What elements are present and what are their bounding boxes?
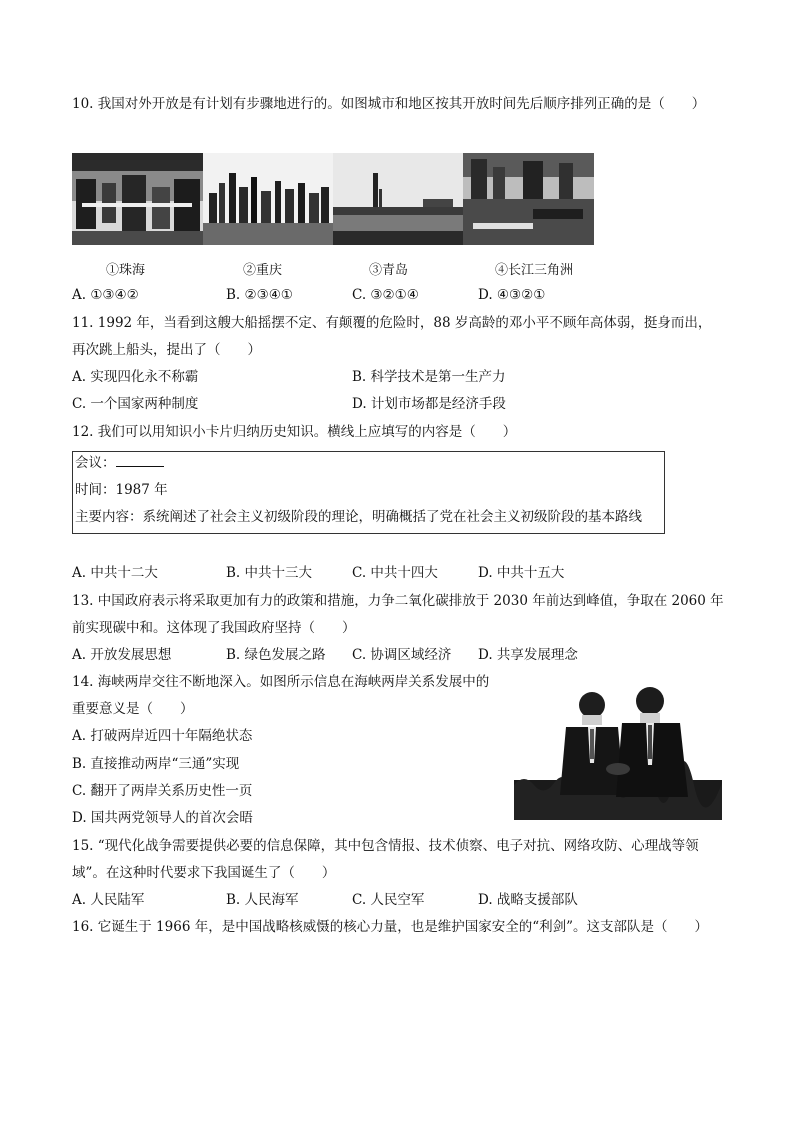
- q11-stem-line2: 再次跳上船头，提出了（ ）: [72, 342, 261, 358]
- q13-option-c: C. 协调区域经济: [352, 647, 452, 663]
- card-time: 时间：1987 年: [75, 482, 168, 498]
- q12-option-d: D. 中共十五大: [478, 565, 565, 581]
- q15-stem-line2: 域”。在这种时代要求下我国诞生了（ ）: [72, 865, 336, 881]
- q10-photo-strip: [72, 153, 594, 245]
- q11-option-a: A. 实现四化永不称霸: [72, 369, 199, 385]
- qingdao-photo: [333, 153, 463, 245]
- q15-option-b: B. 人民海军: [226, 892, 299, 908]
- caption-qingdao: ③青岛: [369, 263, 409, 278]
- q12-option-a: A. 中共十二大: [72, 565, 158, 581]
- q13-stem-line1: 13. 中国政府表示将采取更加有力的政策和措施，力争二氧化碳排放于 2030 年前达到峰值，争取在 2060 年: [72, 593, 724, 609]
- card-meeting-row: [75, 454, 164, 472]
- q13-option-b: B. 绿色发展之路: [226, 647, 326, 663]
- caption-yangtze-delta: ④长江三角洲: [495, 263, 574, 278]
- q10-option-a: A. ①③④②: [72, 287, 139, 303]
- q14-option-d: D. 国共两党领导人的首次会晤: [72, 810, 253, 826]
- card-meeting-blank: [116, 454, 164, 467]
- caption-zhuhai: ①珠海: [106, 263, 146, 278]
- q11-option-b: B. 科学技术是第一生产力: [352, 369, 506, 385]
- q10-option-b: B. ②③④①: [226, 287, 293, 303]
- handshake-photo: [514, 685, 722, 820]
- q14-option-a: A. 打破两岸近四十年隔绝状态: [72, 728, 253, 744]
- q12-option-b: B. 中共十三大: [226, 565, 313, 581]
- q15-stem-line1: 15. “现代化战争需要提供必要的信息保障，其中包含情报、技术侦察、电子对抗、网络攻防、心理战等领: [72, 838, 699, 854]
- q11-option-c: C. 一个国家两种制度: [72, 396, 199, 412]
- zhuhai-photo: [72, 153, 203, 245]
- card-content: 主要内容：系统阐述了社会主义初级阶段的理论，明确概括了党在社会主义初级阶段的基本路线: [75, 509, 642, 525]
- q13-stem-line2: 前实现碳中和。这体现了我国政府坚持（ ）: [72, 620, 356, 636]
- q11-stem-line1: 11. 1992 年，当看到这艘大船摇摆不定、有颠覆的危险时，88 岁高龄的邓小平不顾年高体弱，挺身而出，: [72, 315, 712, 331]
- q13-option-d: D. 共享发展理念: [478, 647, 578, 663]
- q14-stem-line2: 重要意义是（ ）: [72, 701, 194, 717]
- q12-option-c: C. 中共十四大: [352, 565, 438, 581]
- q10-option-d: D. ④③②①: [478, 287, 546, 303]
- q15-option-c: C. 人民空军: [352, 892, 425, 908]
- q10-stem: 10. 我国对外开放是有计划有步骤地进行的。如图城市和地区按其开放时间先后顺序排列正确的是（ ）: [72, 96, 706, 112]
- q14-stem-line1: 14. 海峡两岸交往不断地深入。如图所示信息在海峡两岸关系发展中的: [72, 674, 490, 690]
- yangtze-delta-photo: [463, 153, 594, 245]
- q15-option-d: D. 战略支援部队: [478, 892, 578, 908]
- q14-option-c: C. 翻开了两岸关系历史性一页: [72, 783, 253, 799]
- q11-option-d: D. 计划市场都是经济手段: [352, 396, 506, 412]
- q10-option-c: C. ③②①④: [352, 287, 419, 303]
- q16-stem: 16. 它诞生于 1966 年，是中国战略核威慑的核心力量，也是维护国家安全的“利剑”。这支部队是（ ）: [72, 919, 709, 935]
- caption-chongqing: ②重庆: [243, 263, 283, 278]
- knowledge-card: [72, 451, 665, 534]
- card-meeting-label: 会议：: [75, 455, 116, 471]
- chongqing-photo: [203, 153, 333, 245]
- q12-stem: 12. 我们可以用知识小卡片归纳历史知识。横线上应填写的内容是（ ）: [72, 424, 517, 440]
- q15-option-a: A. 人民陆军: [72, 892, 145, 908]
- q14-option-b: B. 直接推动两岸“三通”实现: [72, 756, 240, 772]
- q13-option-a: A. 开放发展思想: [72, 647, 172, 663]
